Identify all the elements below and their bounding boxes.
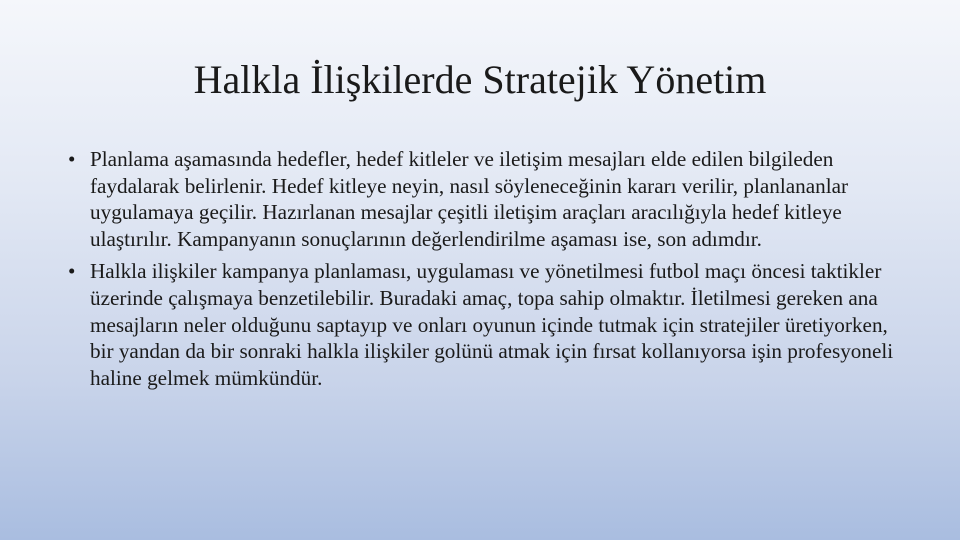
bullet-list	[68, 146, 898, 397]
bullet-marker: •	[68, 259, 76, 284]
bullet-text: Halkla ilişkiler kampanya planlaması, uygulaması ve yönetilmesi futbol maçı öncesi taktikler üzerinde çalışmaya benzetilebilir. Buradaki amaç, topa sahip olmaktır. İletilmesi gereken ana mesajların neler olduğunu saptayıp ve onları oyunun içinde tutmak için stratejiler üretiyorken, bir yandan da bir sonraki halkla ilişkiler golünü atmak için fırsat kollanıyorsa işin profesyoneli haline gelmek mümkündür.	[90, 259, 894, 390]
slide-title: Halkla İlişkilerde Stratejik Yönetim	[193, 57, 767, 102]
bullet-item	[68, 146, 898, 252]
bullet-text: Planlama aşamasında hedefler, hedef kitleler ve iletişim mesajları elde edilen bilgileden faydalarak belirlenir. Hedef kitleye neyin, nasıl söyleneceğinin kararı verilir, planlananlar uygulamaya geçilir. Hazırlanan mesajlar çeşitli iletişim araçları aracılığıyla hedef kitleye ulaştırılır. Kampanyanın sonuçlarının değerlendirilme aşaması ise, son adımdır.	[90, 147, 849, 251]
bullet-marker: •	[68, 147, 76, 171]
bullet-item	[68, 258, 898, 391]
